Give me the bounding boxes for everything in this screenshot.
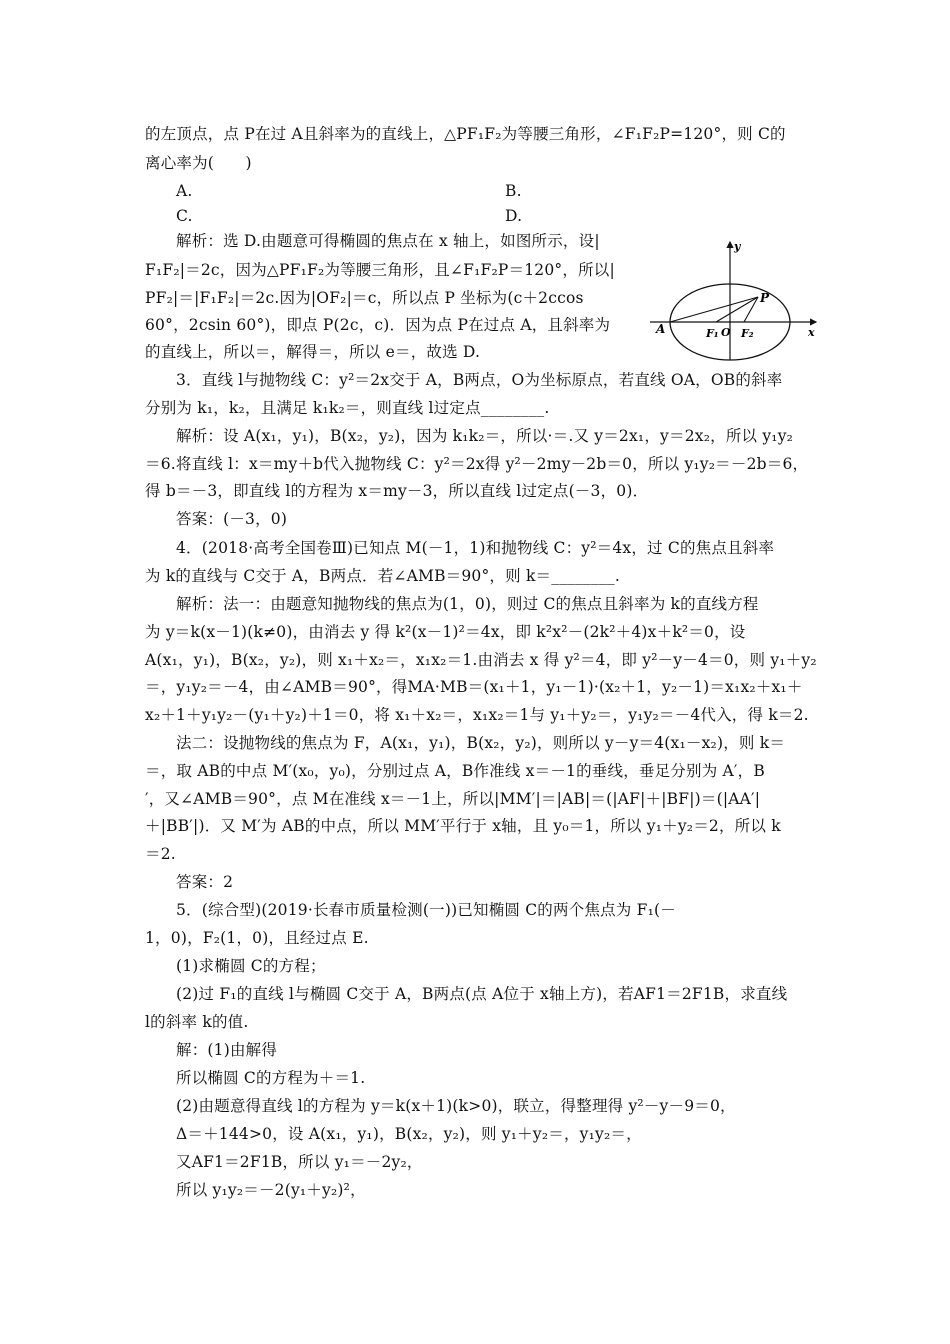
label-a: A [656,322,666,336]
text-line: x₂＋1＋y₁y₂－(y₁＋y₂)＋1＝0，将 x₁＋x₂＝，x₁x₂＝1与 y₁＋y₂＝，y₁y₂＝－4代入，得 k＝2. [145,706,809,724]
text-line: 法二：设抛物线的焦点为 F，A(x₁，y₁)，B(x₂，y₂)，则所以 y－y＝4(x₁－x₂)，则 k＝ [176,734,786,752]
line-ap [670,297,758,322]
text-line: ＝，取 AB的中点 M′(x₀，y₀)，分别过点 A，B作准线 x＝－1的垂线，垂足分别为 A′，B [145,762,765,780]
label-x: x [808,326,815,339]
text-line: 解析：选 D.由题意可得椭圆的焦点在 x 轴上，如图所示，设| [176,232,600,250]
text-line: 的左顶点，点 P在过 A且斜率为的直线上，△PF₁F₂为等腰三角形，∠F₁F₂P=120°，则 C的 [145,125,786,143]
text-line: 的直线上，所以＝，解得＝，所以 e＝，故选 D. [145,343,481,361]
option-a: A. [176,182,193,200]
text-line: PF₂|＝|F₁F₂|＝2c.因为|OF₂|＝c，所以点 P 坐标为(c＋2ccos [145,289,584,307]
text-line: ＝2. [145,845,176,863]
text-line: (1)求椭圆 C的方程； [176,957,326,975]
text-line: ＋|BB′|)．又 M′为 AB的中点，所以 MM′平行于 x轴，且 y₀＝1，所以 y₁＋y₂＝2，所以 k [145,817,781,835]
text-line: Δ＝＋144>0，设 A(x₁，y₁)，B(x₂，y₂)，则 y₁＋y₂＝，y₁y₂＝， [176,1125,642,1143]
text-line: ′，又∠AMB＝90°，点 M在准线 x＝－1上，所以|MM′|＝|AB|＝(|AF|＋|BF|)＝(|AA′| [145,790,761,808]
text-line: 60°，2csin 60°)，即点 P(2c，c)．因为点 P在过点 A，且斜率为 [145,316,611,334]
text-line: (2)过 F₁的直线 l与椭圆 C交于 A，B两点(点 A位于 x轴上方)，若AF1＝2F1B，求直线 [176,985,788,1003]
text-line: 解析：法一：由题意知抛物线的焦点为(1，0)，则过 C的焦点且斜率为 k的直线方程 [176,595,759,613]
text-line: ＝6.将直线 l：x＝my＋b代入抛物线 C：y²＝2x得 y²－2my－2b＝0，所以 y₁y₂＝－2b＝6， [145,455,809,473]
text-line: (2)由题意得直线 l的方程为 y＝k(x＋1)(k>0)，联立，得整理得 y²－y－9＝0， [176,1097,736,1115]
text-line: 又AF1＝2F1B，所以 y₁＝－2y₂， [176,1153,423,1171]
option-d: D. [505,207,523,225]
answer-line: 答案：(－3，0) [176,510,288,528]
text-line: 离心率为( ) [145,154,252,172]
text-line: 分别为 k₁，k₂，且满足 k₁k₂＝，则直线 l过定点________. [145,399,550,417]
text-line: 1，0)，F₂(1，0)，且经过点 E. [145,929,369,947]
text-line: 为 k的直线与 C交于 A，B两点．若∠AMB＝90°，则 k＝________. [145,567,620,585]
option-c: C. [176,207,193,225]
text-line: 5．(综合型)(2019·长春市质量检测(一))已知椭圆 C的两个焦点为 F₁(－ [176,901,676,919]
text-line: 所以 y₁y₂＝－2(y₁＋y₂)²， [176,1181,366,1199]
answer-line: 答案：2 [176,873,234,891]
text-line: 解析：设 A(x₁，y₁)，B(x₂，y₂)，因为 k₁k₂＝，所以·＝.又 y＝2x₁，y＝2x₂，所以 y₁y₂ [176,427,794,445]
label-p: P [760,291,770,305]
text-line: 为 y＝k(x－1)(k≠0)，由消去 y 得 k²(x－1)²＝4x，即 k²x²－(2k²＋4)x＋k²＝0，设 [145,623,746,641]
text-line: 得 b＝－3，即直线 l的方程为 x＝my－3，所以直线 l过定点(－3，0)． [145,482,649,500]
text-line: 4．(2018·高考全国卷Ⅲ)已知点 M(－1，1)和抛物线 C：y²＝4x，过 C的焦点且斜率 [176,539,775,557]
text-line: 解：(1)由解得 [176,1041,278,1059]
text-line: F₁F₂|＝2c，因为△PF₁F₂为等腰三角形，且∠F₁F₂P＝120°，所以| [145,261,615,279]
ellipse-figure [650,236,825,361]
text-line: ＝，y₁y₂＝－4，由∠AMB＝90°，得MA·MB＝(x₁＋1，y₁－1)·(x₂＋1，y₂－1)＝x₁x₂＋x₁＋ [145,678,803,696]
label-y: y [734,240,741,253]
text-line: 所以椭圆 C的方程为＋＝1. [176,1069,366,1087]
text-line: l的斜率 k的值. [145,1013,249,1031]
label-f2: F₂ [741,327,754,340]
option-b: B. [505,182,522,200]
label-f1: F₁ [706,327,719,340]
line-f1p [716,297,758,322]
text-line: A(x₁，y₁)，B(x₂，y₂)，则 x₁＋x₂＝，x₁x₂＝1.由消去 x 得 y²＝4，即 y²－y－4＝0，则 y₁＋y₂ [145,651,817,669]
text-line: 3．直线 l与抛物线 C：y²＝2x交于 A，B两点，O为坐标原点，若直线 OA，OB的斜率 [176,371,783,389]
label-o: O [721,326,731,339]
